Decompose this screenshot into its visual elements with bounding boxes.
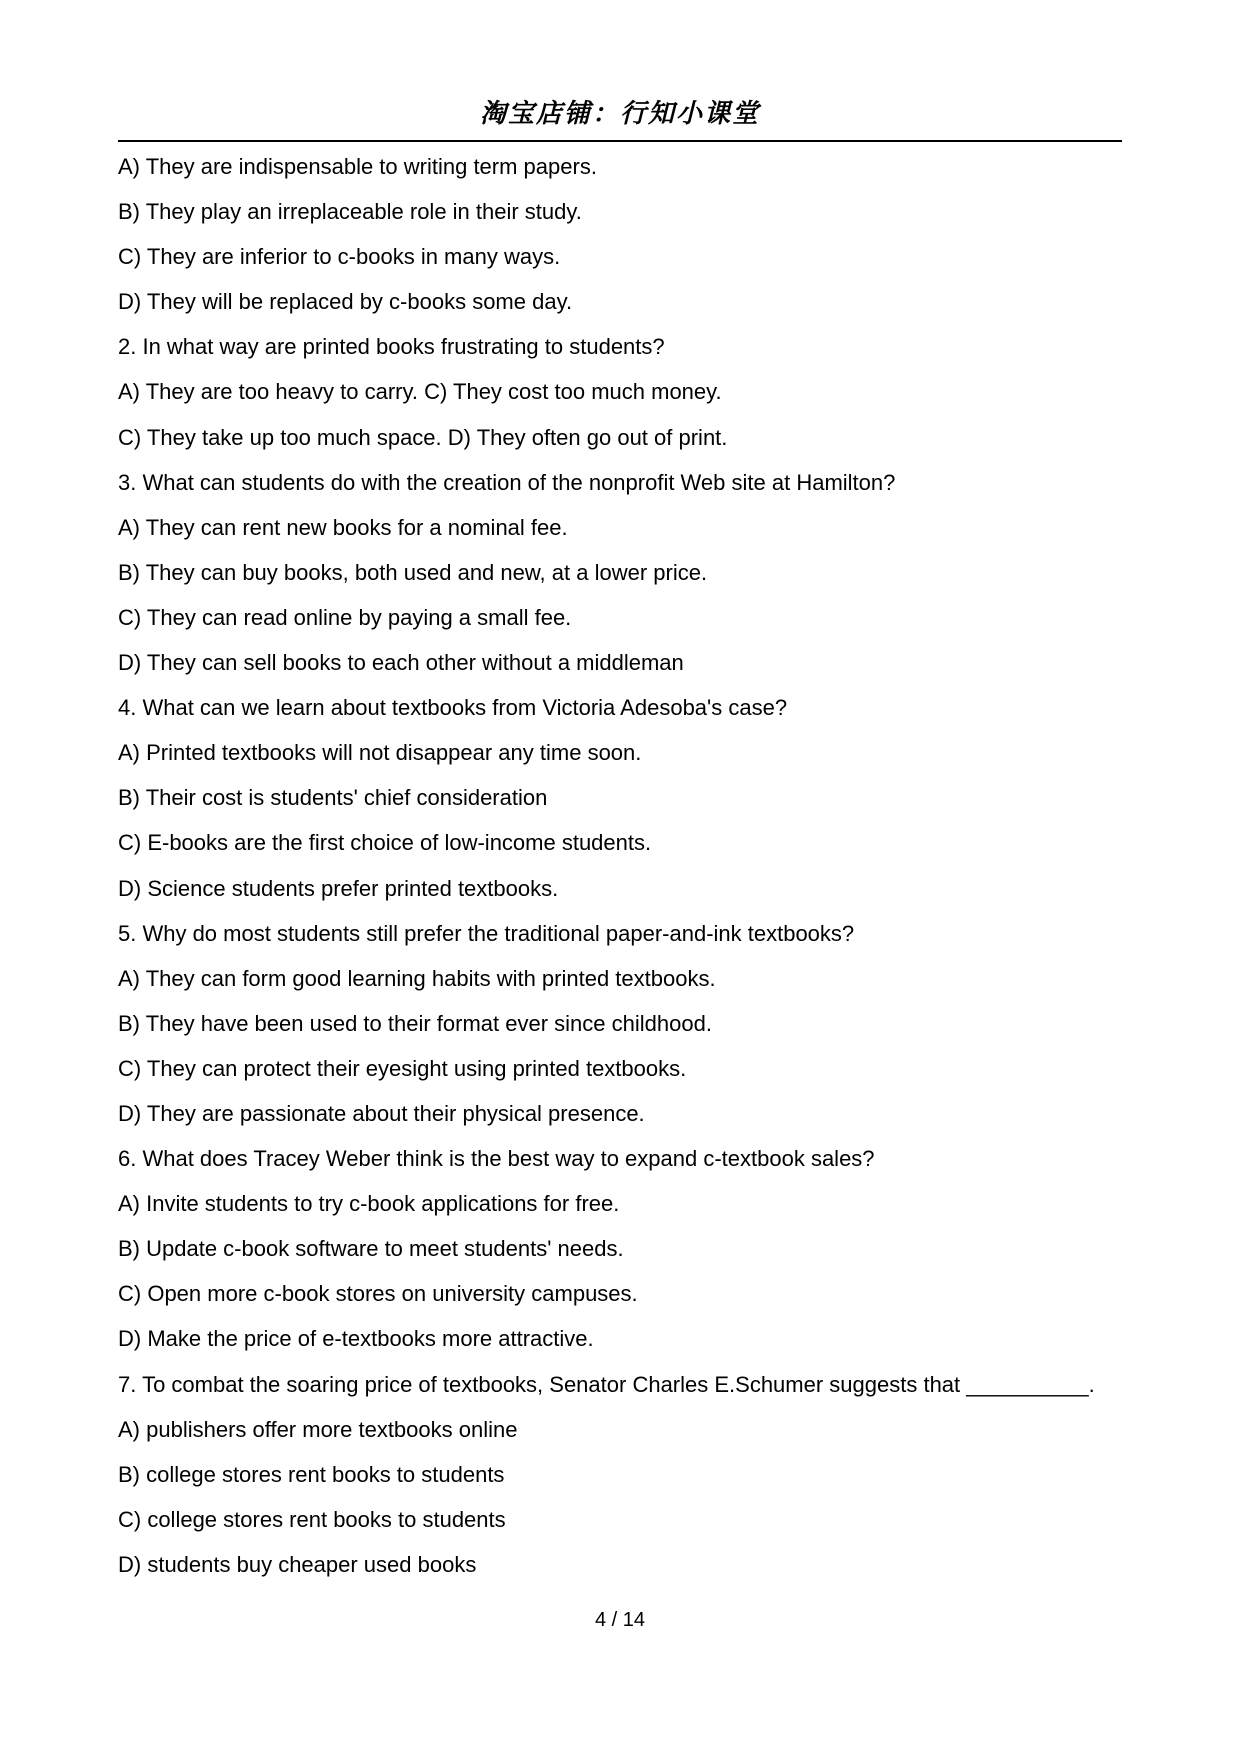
text-line: C) They take up too much space. D) They often go out of print. (118, 424, 728, 450)
text-line: B) Update c-book software to meet students' needs. (118, 1236, 624, 1262)
page-number: 4 / 14 (594, 1609, 646, 1631)
text-line: A) They are too heavy to carry. C) They cost too much money. (118, 379, 722, 405)
text-line: D) They can sell books to each other without a middleman (118, 650, 684, 676)
text-line: B) Their cost is students' chief consideration (118, 785, 548, 811)
header-divider (118, 140, 1122, 142)
question-line: 3. What can students do with the creation of the nonprofit Web site at Hamilton? (118, 469, 896, 495)
text-line: B) They can buy books, both used and new, at a lower price. (118, 559, 708, 585)
question-line: 4. What can we learn about textbooks from Victoria Adesoba's case? (118, 695, 788, 721)
text-line: A) They can rent new books for a nominal fee. (118, 514, 568, 540)
question-line: 6. What does Tracey Weber think is the best way to expand c-textbook sales? (118, 1146, 875, 1172)
text-line: D) students buy cheaper used books (118, 1551, 477, 1577)
text-line: D) Make the price of e-textbooks more attractive. (118, 1326, 594, 1352)
text-line: C) They are inferior to c-books in many ways. (118, 244, 561, 270)
text-line: C) E-books are the first choice of low-income students. (118, 830, 652, 856)
text-line: B) They play an irreplaceable role in their study. (118, 199, 582, 225)
question-line: 2. In what way are printed books frustrating to students? (118, 334, 665, 360)
text-line: D) They are passionate about their physical presence. (118, 1100, 645, 1126)
text-line: C) college stores rent books to students (118, 1506, 506, 1532)
question-list (118, 148, 1128, 1591)
text-line: A) They can form good learning habits with printed textbooks. (118, 965, 716, 991)
text-line: D) Science students prefer printed textbooks. (118, 875, 559, 901)
question-line: 5. Why do most students still prefer the traditional paper-and-ink textbooks? (118, 920, 855, 946)
text-line: C) Open more c-book stores on university campuses. (118, 1281, 638, 1307)
text-line: B) college stores rent books to students (118, 1461, 505, 1487)
text-line: D) They will be replaced by c-books some day. (118, 289, 573, 315)
text-line: B) They have been used to their format ever since childhood. (118, 1010, 712, 1036)
text-line: C) They can read online by paying a small fee. (118, 604, 572, 630)
text-line: A) They are indispensable to writing term papers. (118, 154, 597, 179)
header-title: 淘宝店铺：行知小课堂 (479, 99, 760, 129)
text-line: A) Printed textbooks will not disappear any time soon. (118, 740, 642, 766)
text-line: C) They can protect their eyesight using printed textbooks. (118, 1055, 687, 1081)
text-line: A) Invite students to try c-book applications for free. (118, 1191, 620, 1217)
text-line: A) publishers offer more textbooks online (118, 1416, 518, 1442)
question-line: 7. To combat the soaring price of textbooks, Senator Charles E.Schumer suggests that __________. (118, 1371, 1095, 1397)
